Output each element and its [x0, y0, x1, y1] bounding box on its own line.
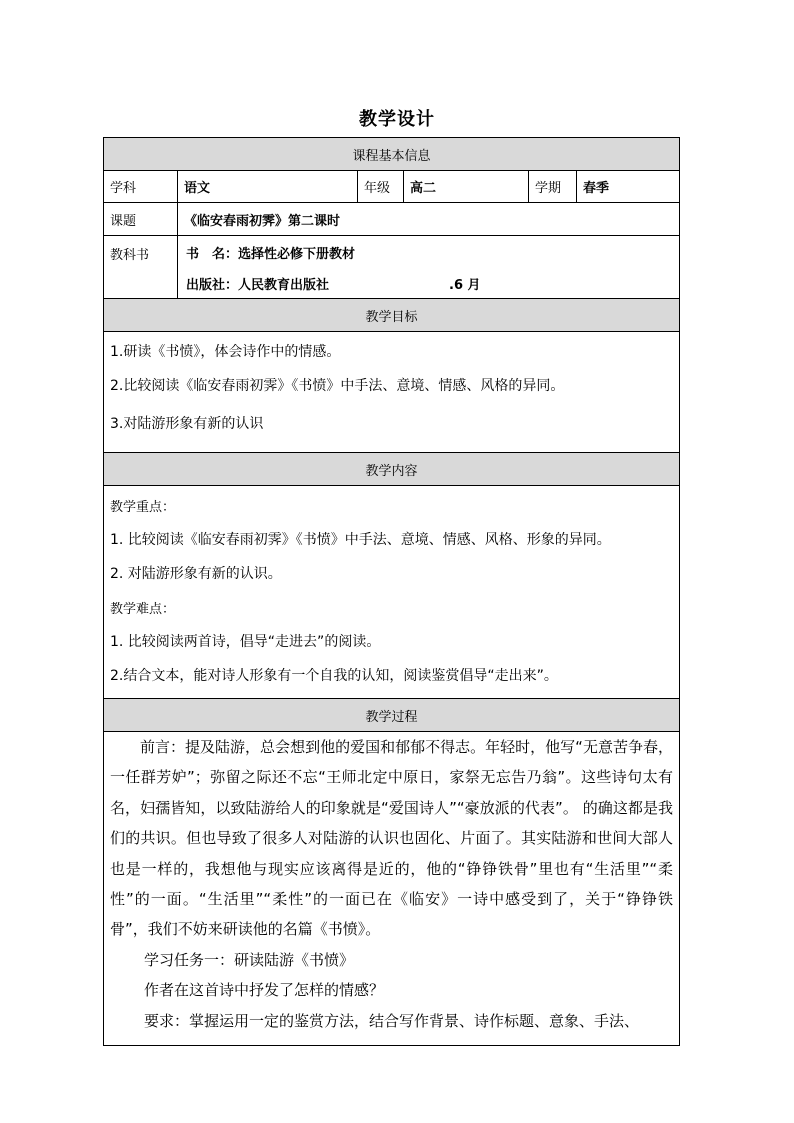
- publish-date: .6 月: [449, 277, 481, 293]
- process-section: [104, 732, 679, 1045]
- goals-header: 教学目标: [104, 299, 679, 332]
- process-intro: 前言：提及陆游，总会想到他的爱国和郁郁不得志。年轻时，他写“无意苦争春，一任群芳妒”；弥留之际还不忘“王师北定中原日，家祭无忘告乃翁”。这些诗句太有名，妇孺皆知，以致陆游给人的印象就是“爱国诗人”“豪放派的代表”。 的确这都是我们的共识。但也导致了很多人对陆游的认识也固化、片面了。其实陆游和世间大部人也是一样的，我想他与现实应该离得是近的，他的“铮铮铁骨”里也有“生活里”“柔性”的一面。“生活里”“柔性”的一面已在《临安》一诗中感受到了，关于“铮铮铁骨”，我们不妨来研读他的名篇《书愤》。: [110, 738, 673, 939]
- difficult-point-item: 1. 比较阅读两首诗，倡导“走进去”的阅读。: [110, 634, 381, 650]
- goals-section: [104, 332, 679, 453]
- subject-row: [104, 171, 679, 203]
- subject-value: 语文: [178, 171, 358, 202]
- book-name: 书 名：选择性必修下册教材: [186, 246, 356, 262]
- lesson-plan-table: [103, 137, 680, 1046]
- subject-label: 学科: [104, 171, 178, 202]
- content-header: 教学内容: [104, 453, 679, 486]
- grade-label: 年级: [358, 171, 404, 202]
- publisher-line: [186, 268, 679, 298]
- goal-item: 3.对陆游形象有新的认识: [110, 416, 264, 432]
- process-header: 教学过程: [104, 699, 679, 732]
- topic-value: 《临安春雨初霁》第二课时: [184, 213, 341, 229]
- key-point-item: 2. 对陆游形象有新的认识。: [110, 566, 282, 582]
- difficult-point-item: 2.结合文本，能对诗人形象有一个自我的认知，阅读鉴赏倡导“走出来”。: [110, 668, 558, 684]
- textbook-label: 教科书: [104, 236, 178, 298]
- document-title: 教学设计: [359, 109, 435, 130]
- task-requirement: 要求：掌握运用一定的鉴赏方法，结合写作背景、诗作标题、意象、手法、: [144, 1011, 640, 1030]
- publisher: 出版社：人民教育出版社: [186, 277, 330, 293]
- goal-item: 2.比较阅读《临安春雨初霁》《书愤》中手法、意境、情感、风格的异同。: [110, 378, 565, 394]
- key-points-label: 教学重点：: [110, 499, 176, 515]
- basic-info-header: 课程基本信息: [104, 138, 679, 171]
- learning-task-1: 学习任务一：研读陆游《书愤》: [144, 950, 355, 969]
- task-question: 作者在这首诗中抒发了怎样的情感？: [144, 981, 385, 1000]
- topic-label: 课题: [104, 203, 178, 235]
- goal-item: 1.研读《书愤》，体会诗作中的情感。: [110, 344, 341, 360]
- topic-row: [104, 203, 679, 236]
- term-label: 学期: [529, 171, 577, 202]
- term-value: 春季: [583, 181, 610, 196]
- textbook-row: [104, 236, 679, 299]
- content-section: [104, 486, 679, 699]
- textbook-details: [178, 236, 679, 298]
- difficult-points-label: 教学难点：: [110, 601, 176, 617]
- grade-value: 高二: [404, 171, 529, 202]
- key-point-item: 1. 比较阅读《临安春雨初霁》《书愤》中手法、意境、情感、风格、形象的异同。: [110, 532, 611, 548]
